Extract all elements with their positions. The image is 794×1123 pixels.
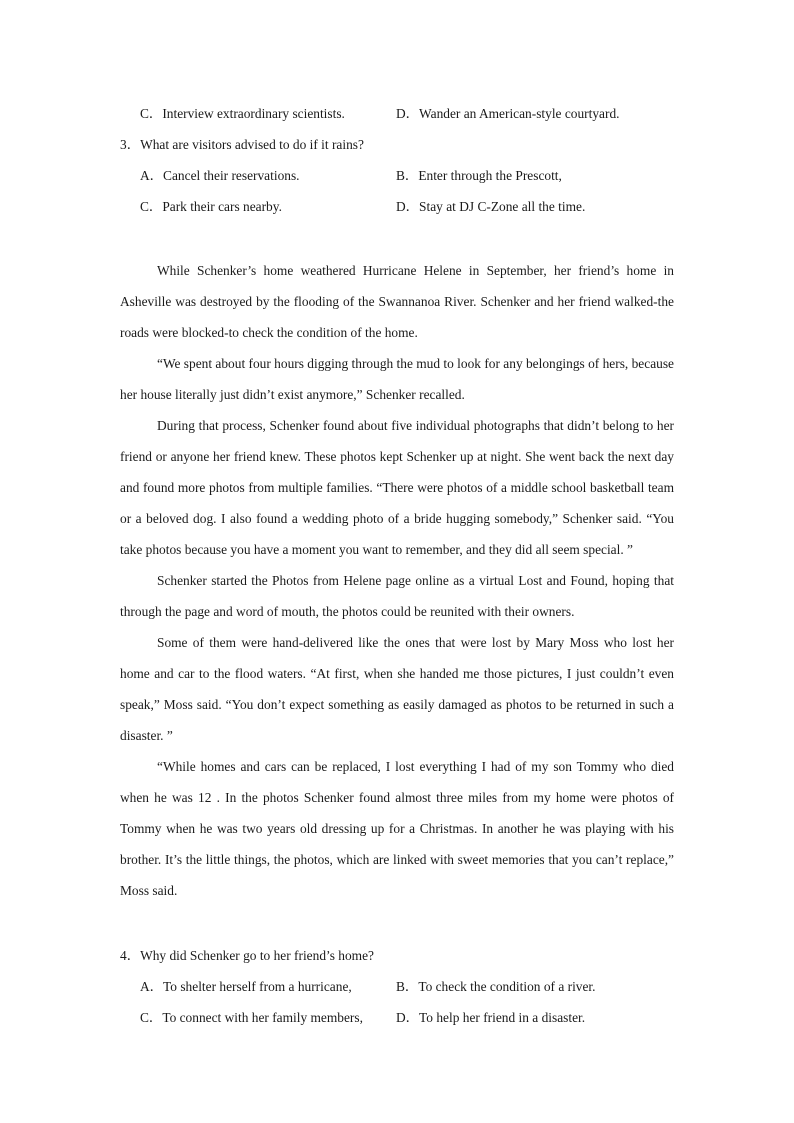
reading-passage [120,255,674,906]
question-2-options-cd [140,103,680,123]
option-c: C．Park their cars nearby. [140,199,282,214]
option-d: D．To help her friend in a disaster. [396,1010,586,1025]
question-4-options-cd [140,1007,680,1027]
question-4-stem: 4．Why did Schenker go to her friend’s home? [120,948,374,963]
passage-paragraph-6: “While homes and cars can be replaced, I lost everything I had of my son Tommy who died when he was 12 . In the photos Schenker found almost three miles from my home were photos of Tommy when he was two years old dressing up for a Christmas. In another he was playing with his brother. It’s the little things, the photos, which are linked with sweet memories that you can’t replace,” Moss said. [120,759,674,898]
option-c: C．To connect with her family members, [140,1010,363,1025]
passage-paragraph-4: Schenker started the Photos from Helene page online as a virtual Lost and Found, hoping that through the page and word of mouth, the photos could be reunited with their owners. [120,573,674,619]
option-a: A．To shelter herself from a hurricane, [140,979,352,994]
passage-paragraph-5: Some of them were hand-delivered like the ones that were lost by Mary Moss who lost her home and car to the flood waters. “At first, when she handed me those pictures, I just couldn’t even speak,” Moss said. “You don’t expect something as easily damaged as photos to be returned in such a disaster. ” [120,635,674,743]
question-3-options-cd [140,196,680,216]
option-b: B．To check the condition of a river. [396,979,596,994]
option-d: D．Wander an American-style courtyard. [396,106,620,121]
option-c: C．Interview extraordinary scientists. [140,106,345,121]
question-3-stem: 3．What are visitors advised to do if it rains? [120,137,364,152]
option-a: A．Cancel their reservations. [140,168,300,183]
passage-paragraph-3: During that process, Schenker found about five individual photographs that didn’t belong to her friend or anyone her friend knew. These photos kept Schenker up at night. She went back the next day and found more photos from multiple families. “There were photos of a middle school basketball team or a beloved dog. I also found a wedding photo of a bride hugging somebody,” Schenker said. “You take photos because you have a moment you want to remember, and they did all seem special. ” [120,418,674,557]
question-3-options-ab [140,165,680,185]
passage-paragraph-2: “We spent about four hours digging through the mud to look for any belongings of hers, because her house literally just didn’t exist anymore,” Schenker recalled. [120,356,674,402]
passage-paragraph-1: While Schenker’s home weathered Hurricane Helene in September, her friend’s home in Asheville was destroyed by the flooding of the Swannanoa River. Schenker and her friend walked-the roads were blocked-to check the condition of the home. [120,263,674,340]
option-b: B．Enter through the Prescott, [396,168,562,183]
option-d: D．Stay at DJ C-Zone all the time. [396,199,586,214]
question-4-options-ab [140,976,680,996]
